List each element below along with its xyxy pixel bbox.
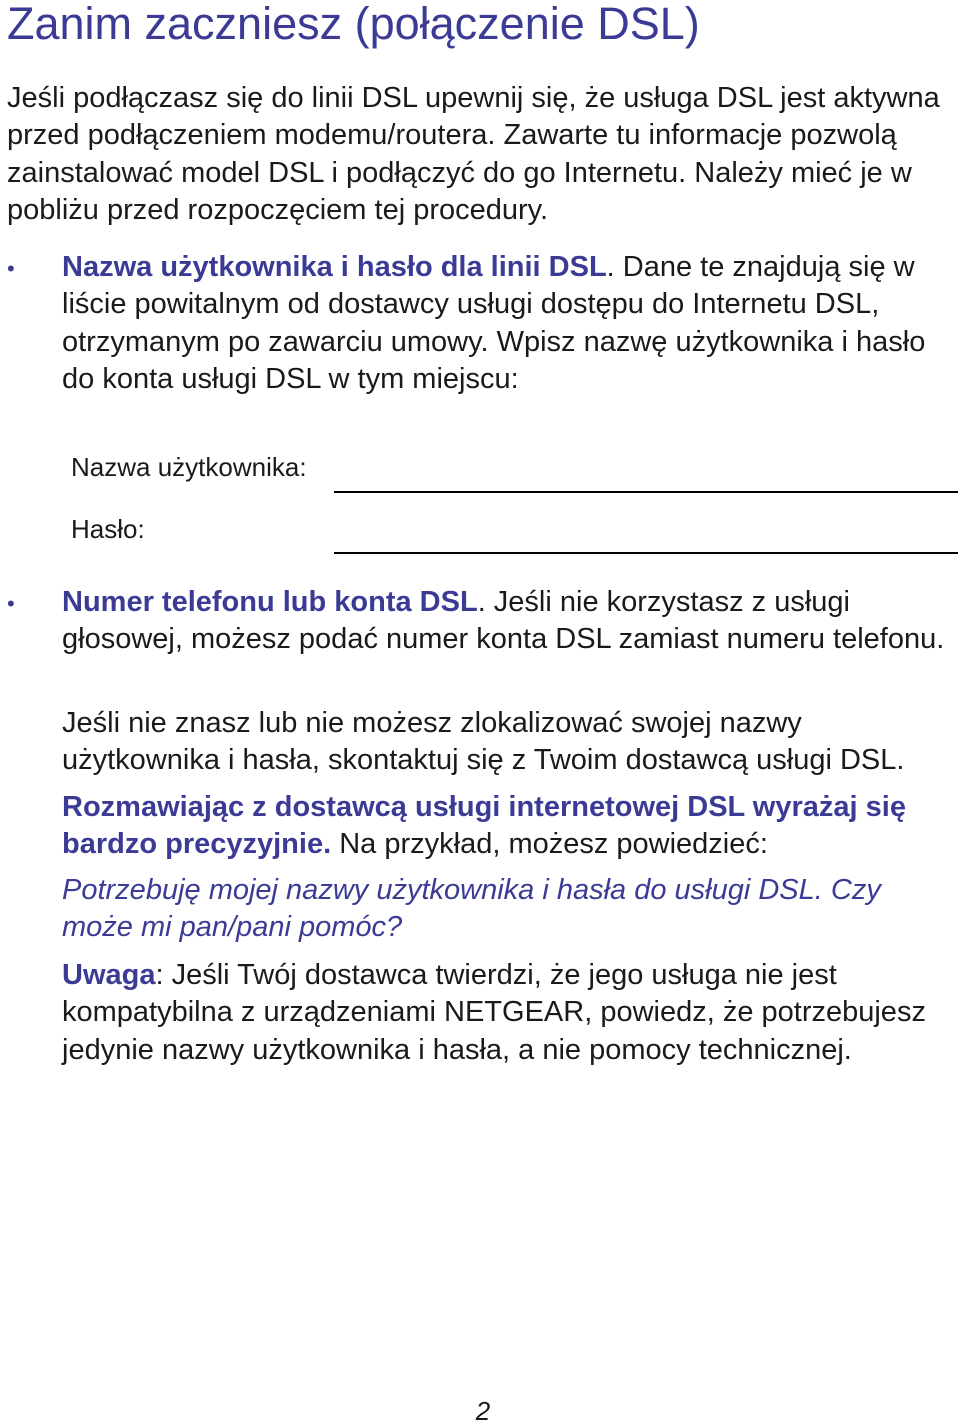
contact-provider-paragraph: Jeśli nie znasz lub nie możesz zlokalizować swojej nazwy użytkownika i hasła, skontaktuj się z Twoim dostawcą usługi DSL. (62, 707, 905, 777)
bullet-credentials-lead: Nazwa użytkownika i hasło dla linii DSL (62, 251, 607, 283)
bullet-credentials (62, 249, 954, 398)
bullet-phone-text: . Jeśli nie korzystasz z usługi głosowej, możesz podać numer konta DSL zamiast numeru telefonu. (62, 586, 945, 656)
page-number (0, 1396, 960, 1426)
password-label: Hasło: (71, 514, 145, 544)
be-precise-lead: Rozmawiając z dostawcą usługi internetowej DSL wyrażaj się bardzo precyzyjnie. (62, 791, 906, 861)
bullet-marker: • (7, 256, 15, 281)
bullet-phone-lead: Numer telefonu lub konta DSL (62, 586, 478, 618)
username-label: Nazwa użytkownika: (71, 452, 307, 482)
username-write-line (334, 491, 958, 493)
page-number-value: 2 (475, 1396, 491, 1426)
be-precise-text: Na przykład, możesz powiedzieć: (331, 828, 768, 861)
note-label: Uwaga (62, 959, 156, 991)
bullet-marker: • (7, 591, 15, 616)
intro-paragraph: Jeśli podłączasz się do linii DSL upewnij się, że usługa DSL jest aktywna przed podłączeniem modemu/routera. Zawarte tu informacje pozwolą zainstalować model DSL i podłączyć do go Internetu. Należy mieć je w pobliżu przed rozpoczęciem tej procedury. (7, 82, 940, 226)
be-precise-paragraph (62, 789, 958, 864)
bullet-credentials-text: . Dane te znajdują się w liście powitalnym od dostawcy usługi dostępu do Internetu DSL, otrzymanym po zawarciu umowy. Wpisz nazwę użytkownika i hasło do konta usługi DSL w tym miejscu: (62, 251, 926, 395)
page-title: Zanim zaczniesz (połączenie DSL) (7, 0, 700, 49)
example-quote: Potrzebuję mojej nazwy użytkownika i hasła do usługi DSL. Czy może mi pan/pani pomóc? (62, 874, 881, 944)
bullet-phone-number (62, 584, 954, 659)
password-write-line (334, 552, 958, 554)
note-text: : Jeśli Twój dostawca twierdzi, że jego usługa nie jest kompatybilna z urządzeniami NETGEAR, powiedz, że potrzebujesz jedynie nazwy użytkownika i hasła, a nie pomocy technicznej. (62, 959, 926, 1066)
note-paragraph (62, 957, 942, 1069)
